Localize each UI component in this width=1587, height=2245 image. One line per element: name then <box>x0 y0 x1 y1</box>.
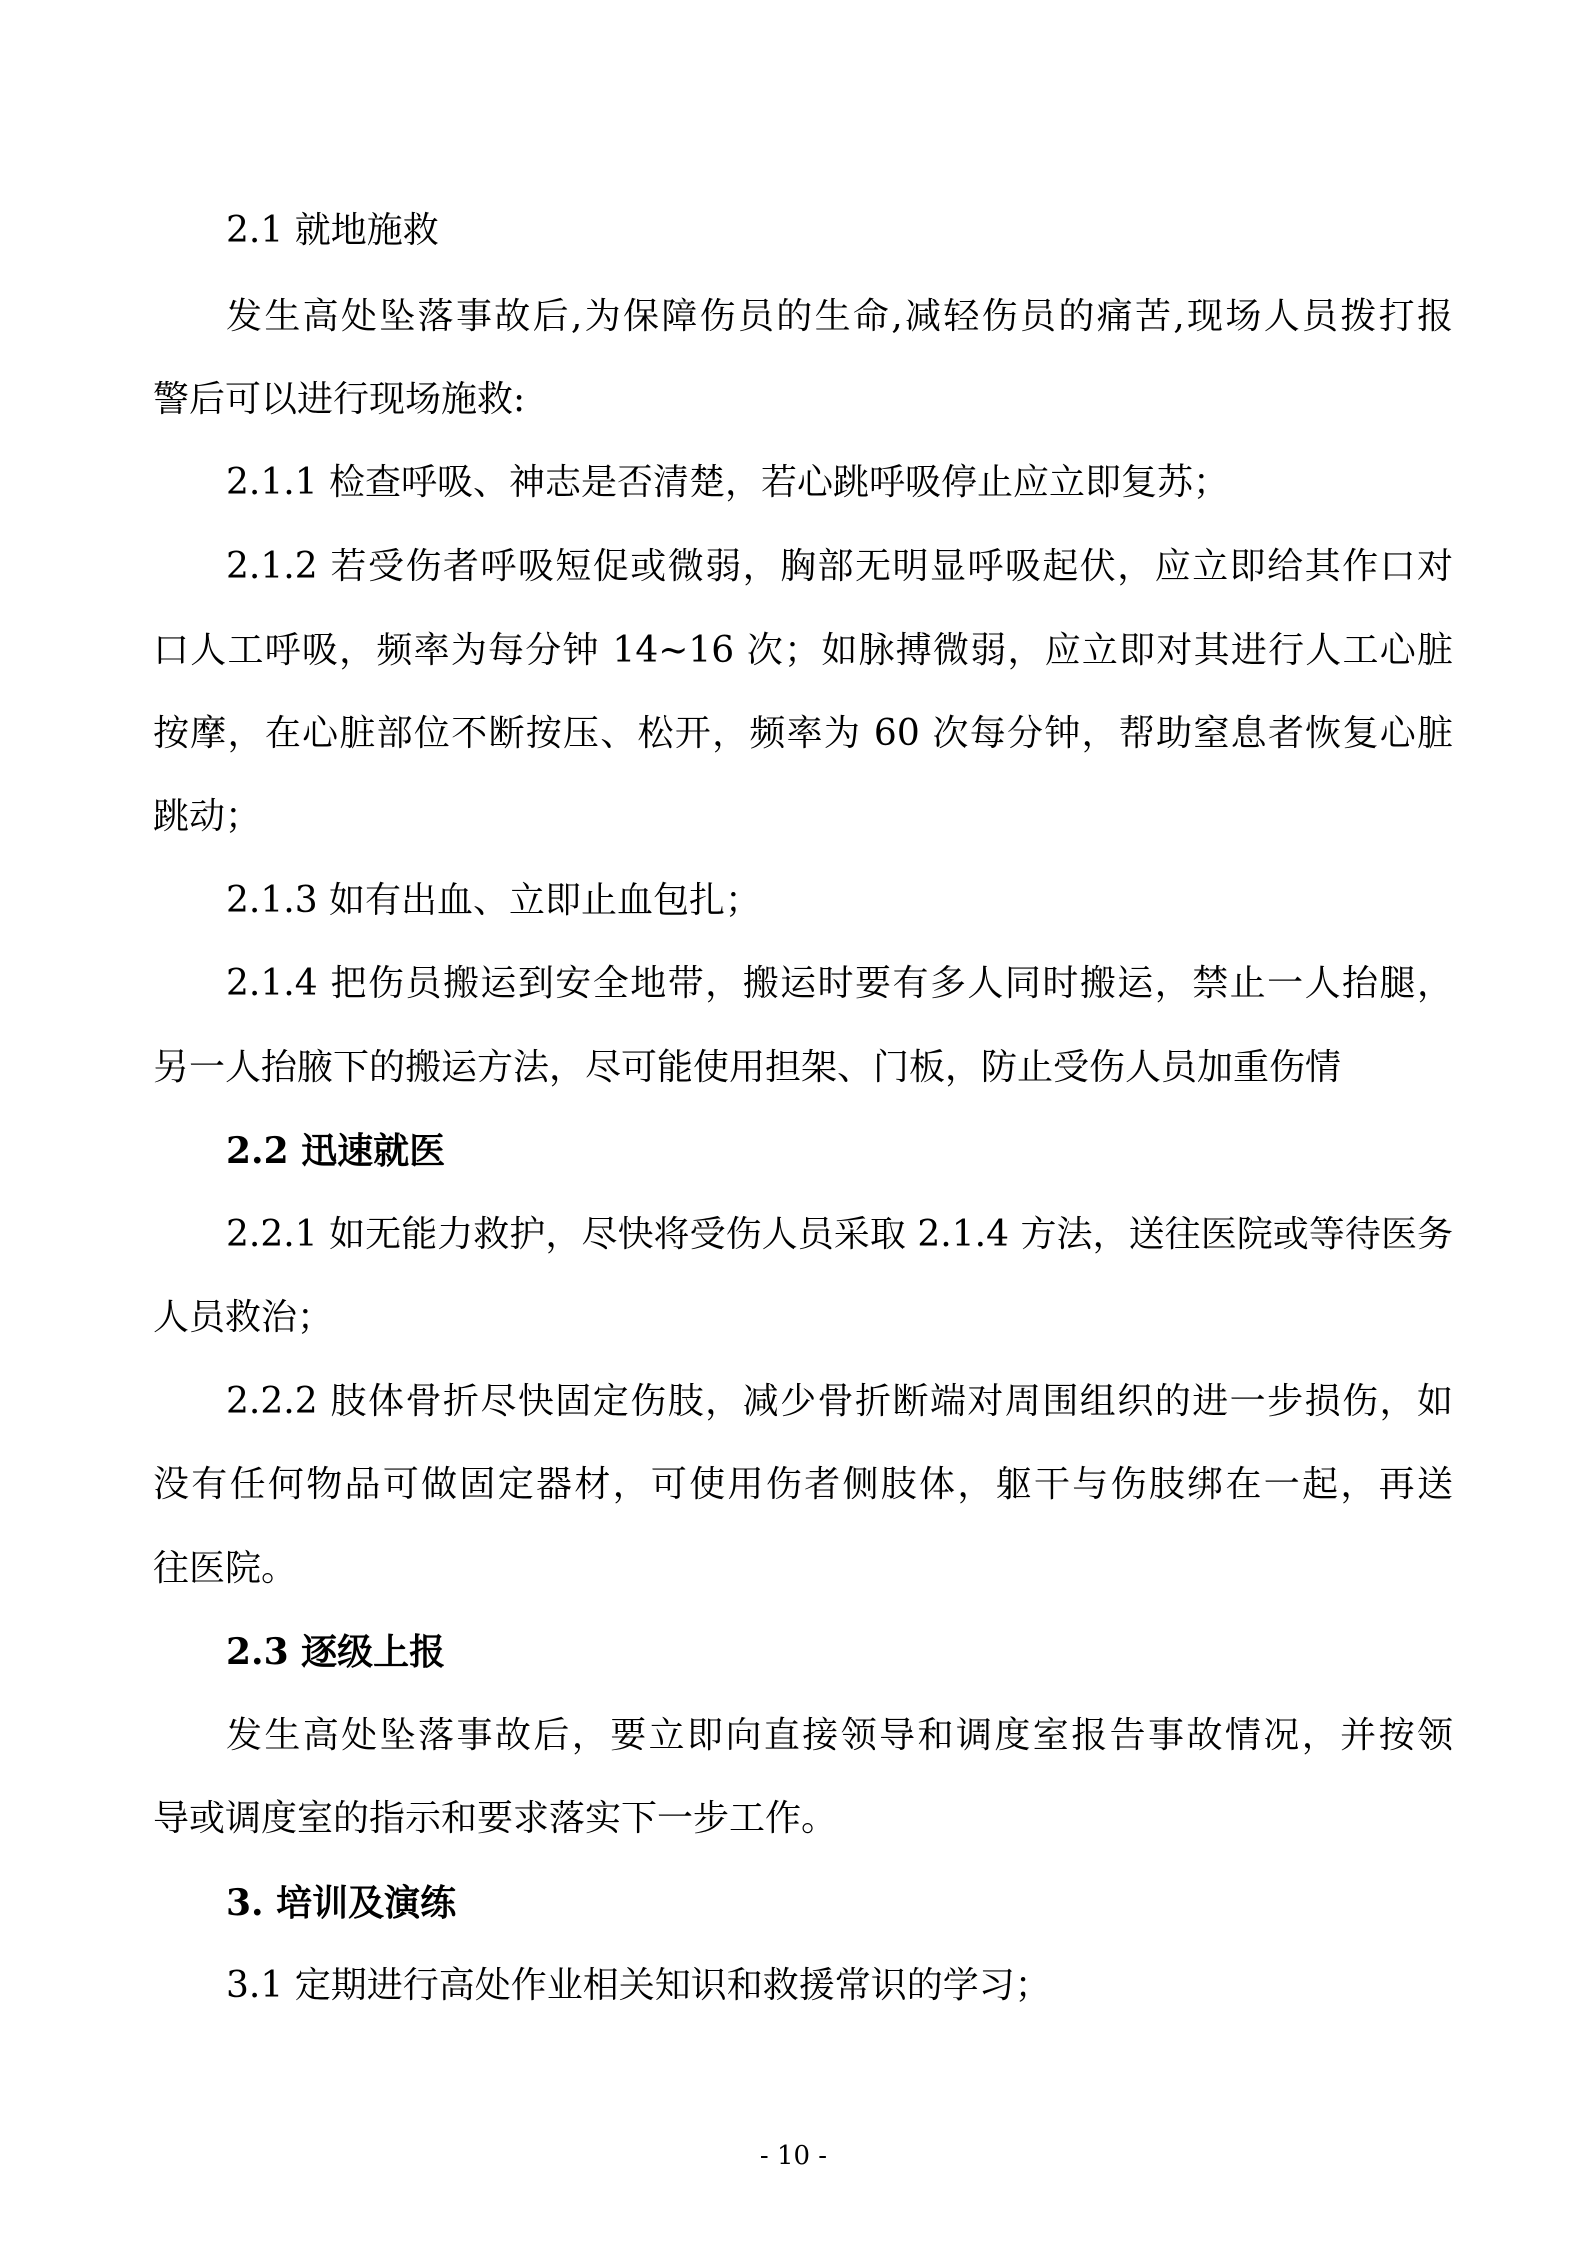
paragraph-line: 2.2.2 肢体骨折尽快固定伤肢，减少骨折断端对周围组织的进一步损伤，如 <box>226 1381 1453 1422</box>
paragraph-line: 人员救治； <box>153 1297 334 1338</box>
paragraph-line: 往医院。 <box>153 1548 298 1589</box>
paragraph-line: 没有任何物品可做固定器材，可使用伤者侧肢体，躯干与伤肢绑在一起，再送 <box>153 1464 1453 1505</box>
paragraph-line: 警后可以进行现场施救: <box>153 379 526 420</box>
paragraph-line: 发生高处坠落事故后,为保障伤员的生命,减轻伤员的痛苦,现场人员拨打报 <box>226 296 1453 337</box>
paragraph-line: 2.1.1 检查呼吸、神志是否清楚，若心跳呼吸停止应立即复苏； <box>226 462 1230 503</box>
section-heading-3: 3. 培训及演练 <box>226 1882 457 1924</box>
paragraph-line: 跳动； <box>153 796 262 837</box>
paragraph-line: 发生高处坠落事故后，要立即向直接领导和调度室报告事故情况，并按领 <box>226 1715 1453 1756</box>
section-heading-2-3: 2.3 逐级上报 <box>226 1631 446 1673</box>
paragraph-line: 2.2.1 如无能力救护，尽快将受伤人员采取 2.1.4 方法，送往医院或等待医务 <box>226 1214 1453 1255</box>
section-heading-2-1: 2.1 就地施救 <box>226 210 439 251</box>
paragraph-line: 口人工呼吸，频率为每分钟 14~16 次；如脉搏微弱，应立即对其进行人工心脏 <box>153 630 1453 671</box>
paragraph-line: 导或调度室的指示和要求落实下一步工作。 <box>153 1798 838 1839</box>
paragraph-line: 按摩，在心脏部位不断按压、松开，频率为 60 次每分钟，帮助窒息者恢复心脏 <box>153 713 1453 754</box>
paragraph-line: 另一人抬腋下的搬运方法，尽可能使用担架、门板，防止受伤人员加重伤情 <box>153 1047 1342 1088</box>
paragraph-line: 2.1.2 若受伤者呼吸短促或微弱，胸部无明显呼吸起伏，应立即给其作口对 <box>226 546 1453 587</box>
page-number: - 10 - <box>759 2141 828 2171</box>
paragraph-line: 2.1.4 把伤员搬运到安全地带，搬运时要有多人同时搬运，禁止一人抬腿， <box>226 963 1453 1004</box>
paragraph-line: 3.1 定期进行高处作业相关知识和救援常识的学习； <box>226 1965 1051 2006</box>
section-heading-2-2: 2.2 迅速就医 <box>226 1130 446 1172</box>
paragraph-line: 2.1.3 如有出血、立即止血包扎； <box>226 880 762 921</box>
